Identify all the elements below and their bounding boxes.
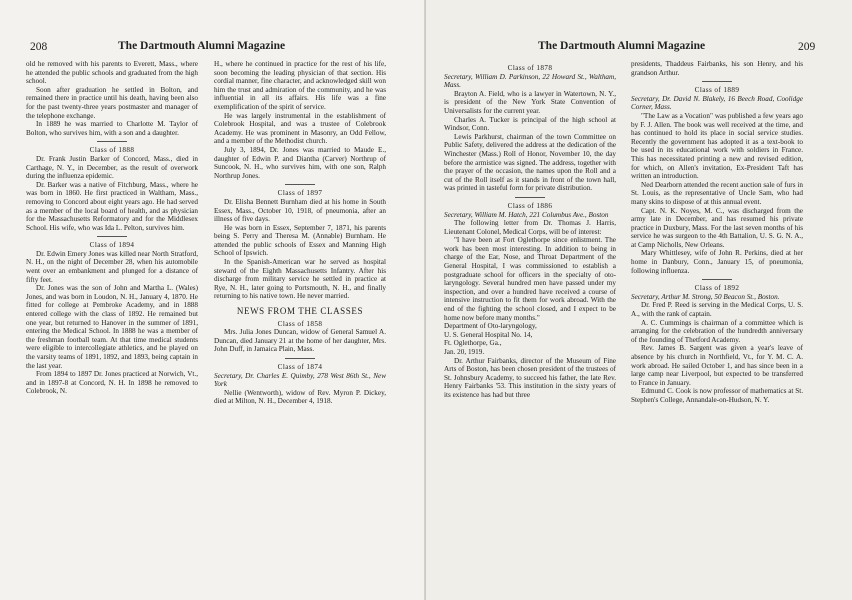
paragraph: Brayton A. Field, who is a lawyer in Watertown, N. Y., is president of the New York State Convention of Universalists for the current year. xyxy=(444,89,616,115)
paragraph: H., where he continued in practice for the rest of his life, soon becoming the leading physician of that section. His cordial manner, fine character, and acknowledged skill won him the trust and admiration of the community, and he was influential in all its affairs. His life was a fine exemplification of the spirit of service. xyxy=(214,60,386,111)
paragraph: Dr. Frank Justin Barker of Concord, Mass., died in Carthage, N. Y., in December, as the result of overwork during the influenza epidemic. xyxy=(26,154,198,181)
paragraph: Ned Dearborn attended the recent auction sale of furs in St. Louis, as the representative of Uncle Sam, who had many skins to dispose of at this annual event. xyxy=(631,180,803,206)
class-heading: Class of 1892 xyxy=(631,279,803,293)
class-heading: Class of 1889 xyxy=(631,81,803,95)
text-column xyxy=(631,60,803,405)
paragraph: Dr. Jones was the son of John and Martha L. (Wales) Jones, and was born in Loudon, N. H., January 4, 1870. He fitted for college at Pembroke Academy, and in 1888 entered college with the class of 1892. He remained but one year, but returned to Hanover in the summer of 1891, entering the Medical School. In 1888 he was a member of the freshman football team. At that time medical students were eligible to intercollegiate athletics, and he played on the varsity teams of 1891, 1892, and 1893, being captain in the last year. xyxy=(26,284,198,370)
running-head: The Dartmouth Alumni Magazine xyxy=(538,40,706,52)
class-heading: Class of 1894 xyxy=(26,236,198,250)
page-number: 208 xyxy=(30,41,48,53)
page-number: 209 xyxy=(798,41,816,53)
paragraph: "I have been at Fort Oglethorpe since enlistment. The work has been most interesting. In addition to being in charge of the Ear, Nose, and Throat Department of the General Hospital, I was commissioned to establish a postgraduate school for officers in the specialty of oto-laryngology. Several hundred men have passed under my inspection, and over a hundred have received a course of intensive instruction to fit them for work abroad. With the end of the fighting the school closed, and I expect to be home now before many months." xyxy=(444,236,616,322)
paragraph: The following letter from Dr. Thomas J. Harris, Lieutenant Colonel, Medical Corps, will be of interest: xyxy=(444,219,616,236)
paragraph: Dr. Edwin Emery Jones was killed near North Stratford, N. H., on the night of December 28, when his automobile went over an embankment and plunged for a distance of fifty feet. xyxy=(26,249,198,284)
paragraph: old he removed with his parents to Everett, Mass., where he attended the public schools and graduated from the high school. xyxy=(26,60,198,86)
paragraph: He was largely instrumental in the establishment of Colebrook Hospital, and was a trustee of Colebrook Academy. He was prominent in Masonry, an Odd Fellow, and a member of the Methodist church. xyxy=(214,111,386,146)
text-column xyxy=(214,60,386,406)
paragraph: Dr. Fred P. Reed is serving in the Medical Corps, U. S. A., with the rank of captain. xyxy=(631,301,803,319)
paragraph: U. S. General Hospital No. 14, xyxy=(444,330,533,339)
class-heading: Class of 1858 xyxy=(277,319,323,328)
paragraph: He was born in Essex, September 7, 1871, his parents being S. Perry and Theresa M. (Annable) Burnham. He attended the public schools of Essex and Manning High School of Ipswich. xyxy=(214,223,386,258)
paragraph: presidents, Thaddeus Fairbanks, his son Henry, and his grandson Arthur. xyxy=(631,60,803,77)
class-heading: Class of 1888 xyxy=(26,141,198,155)
page-right xyxy=(426,0,852,600)
class-heading: Class of 1878 xyxy=(507,64,553,72)
paragraph: Rev. James B. Sargent was given a year's leave of absence by his church in Northfield, Vt., for Y. M. C. A. work abroad. He sailed October 1, and has since been in a large camp near Liverpool, but expected to be transferred to France in January. xyxy=(631,344,803,387)
class-heading: Class of 1886 xyxy=(444,197,616,211)
paragraph: "The Law as a Vocation" was published a few years ago by F. J. Allen. The book was well received at the time, and has continued to hold its place in social service studies. Recently the government has adopted it as a text-book to be used in its educational work with soldiers in France. This has necessitated printing a new and revised edition, for which, on Allen's invitation, Ex-President Taft has written an introduction. xyxy=(631,111,803,181)
running-head: The Dartmouth Alumni Magazine xyxy=(118,40,286,52)
paragraph: Edmund C. Cook is now professor of mathematics at St. Stephen's College, Annandale-on-Hudson, N. Y. xyxy=(631,387,803,404)
paragraph: Nellie (Wentworth), widow of Rev. Myron P. Dickey, died at Milton, N. H., December 4, 1918. xyxy=(214,388,386,406)
paragraph: Soon after graduation he settled in Bolton, and remained there in practice until his death, having been also for the past twenty-three years postmaster and manager of the telephone exchange. xyxy=(26,85,198,120)
secretary-line: Secretary, Dr. David N. Blakely, 16 Beech Road, Coolidge Corner, Mass. xyxy=(631,94,803,112)
section-heading: NEWS FROM THE CLASSES xyxy=(236,306,364,317)
paragraph: A. C. Cummings is chairman of a committee which is arranging for the celebration of the hundredth anniversary of the founding of Thetford Academy. xyxy=(631,318,803,344)
paragraph: Dr. Barker was a native of Fitchburg, Mass., where he was born in 1860. He first practiced in Waltham, Mass., removing to Concord about eight years ago. He had served as a member of the local board of health, and as physician for the Massachusetts Reformatory and for the Middlesex School. His wife, who was Ida L. Pelton, survives him. xyxy=(26,180,198,232)
class-heading: Class of 1874 xyxy=(214,358,386,372)
paragraph: Dr. Arthur Fairbanks, director of the Museum of Fine Arts of Boston, has been chosen president of the trustees of St. Johnsbury Academy, to succeed his father, the late Rev. Henry Fairbanks '53. This institution in the sixty years of its existence has had but three xyxy=(444,356,616,399)
paragraph: Lewis Parkhurst, chairman of the town Committee on Public Safety, delivered the address at the dedication of the Winchester (Mass.) Roll of Honor, November 10, the day before the armistice was signed. The address, together with the prayer of the occasion, the names upon the Roll and a cut of the Roll itself as it stands in front of the town hall, was printed in tasteful form for private distribution. xyxy=(444,132,616,193)
paragraph: Department of Oto-laryngology, xyxy=(444,322,537,331)
paragraph: Mrs. Julia Jones Duncan, widow of General Samuel A. Duncan, died January 21 at the home of her daughter, Mrs. John Duff, in Jamaica Plain, Mass. xyxy=(214,328,386,354)
paragraph: Ft. Oglethorpe, Ga., xyxy=(444,339,502,348)
secretary-line: Secretary, Arthur M. Strong, 50 Beacon St., Boston. xyxy=(631,292,780,301)
class-heading: Class of 1897 xyxy=(214,184,386,198)
secretary-line: Secretary, Dr. Charles E. Quimby, 278 West 86th St., New York xyxy=(214,371,386,389)
paragraph: July 3, 1894, Dr. Jones was married to Maude E., daughter of Edwin P. and Diantha (Carver) Northrup of Suncook, N. H., who survives him, with one son, Ralph Northrup Jones. xyxy=(214,145,386,180)
secretary-line: Secretary, William D. Parkinson, 22 Howard St., Waltham, Mass. xyxy=(444,72,616,90)
paragraph: Jan. 20, 1919. xyxy=(444,348,485,356)
paragraph: Dr. Elisha Bennett Burnham died at his home in South Essex, Mass., October 10, 1918, of pneumonia, after an illness of five days. xyxy=(214,197,386,224)
paragraph: Mary Whittlesey, wife of John R. Perkins, died at her home in Danbury, Conn., January 15, of pneumonia, following influenza. xyxy=(631,249,803,275)
paragraph: Capt. N. K. Noyes, M. C., was discharged from the army late in December, and has resumed his private practice in Duxbury, Mass. For the last seven months of his service he was surgeon to the 4th Battalion, U. S. G. N. A., at Camp Nicholls, New Orleans. xyxy=(631,206,803,249)
secretary-line: Secretary, William M. Hatch, 221 Columbus Ave., Boston xyxy=(444,210,609,219)
text-column xyxy=(26,60,198,396)
text-column xyxy=(444,60,616,400)
paragraph: Charles A. Tucker is principal of the high school at Windsor, Conn. xyxy=(444,115,616,133)
paragraph: In 1889 he was married to Charlotte M. Taylor of Bolton, who survives him, with a son and a daughter. xyxy=(26,120,198,137)
paragraph: In the Spanish-American war he served as hospital steward of the Eighth Massachusetts Infantry. After his discharge from military service he settled in practice at Rye, N. H., later going to Portsmouth, N. H., and finally returning to his native town. He never married. xyxy=(214,258,386,301)
paragraph: From 1894 to 1897 Dr. Jones practiced at Norwich, Vt., and in 1897-8 at Concord, N. H. In 1898 he removed to Colebrook, N. xyxy=(26,370,198,396)
